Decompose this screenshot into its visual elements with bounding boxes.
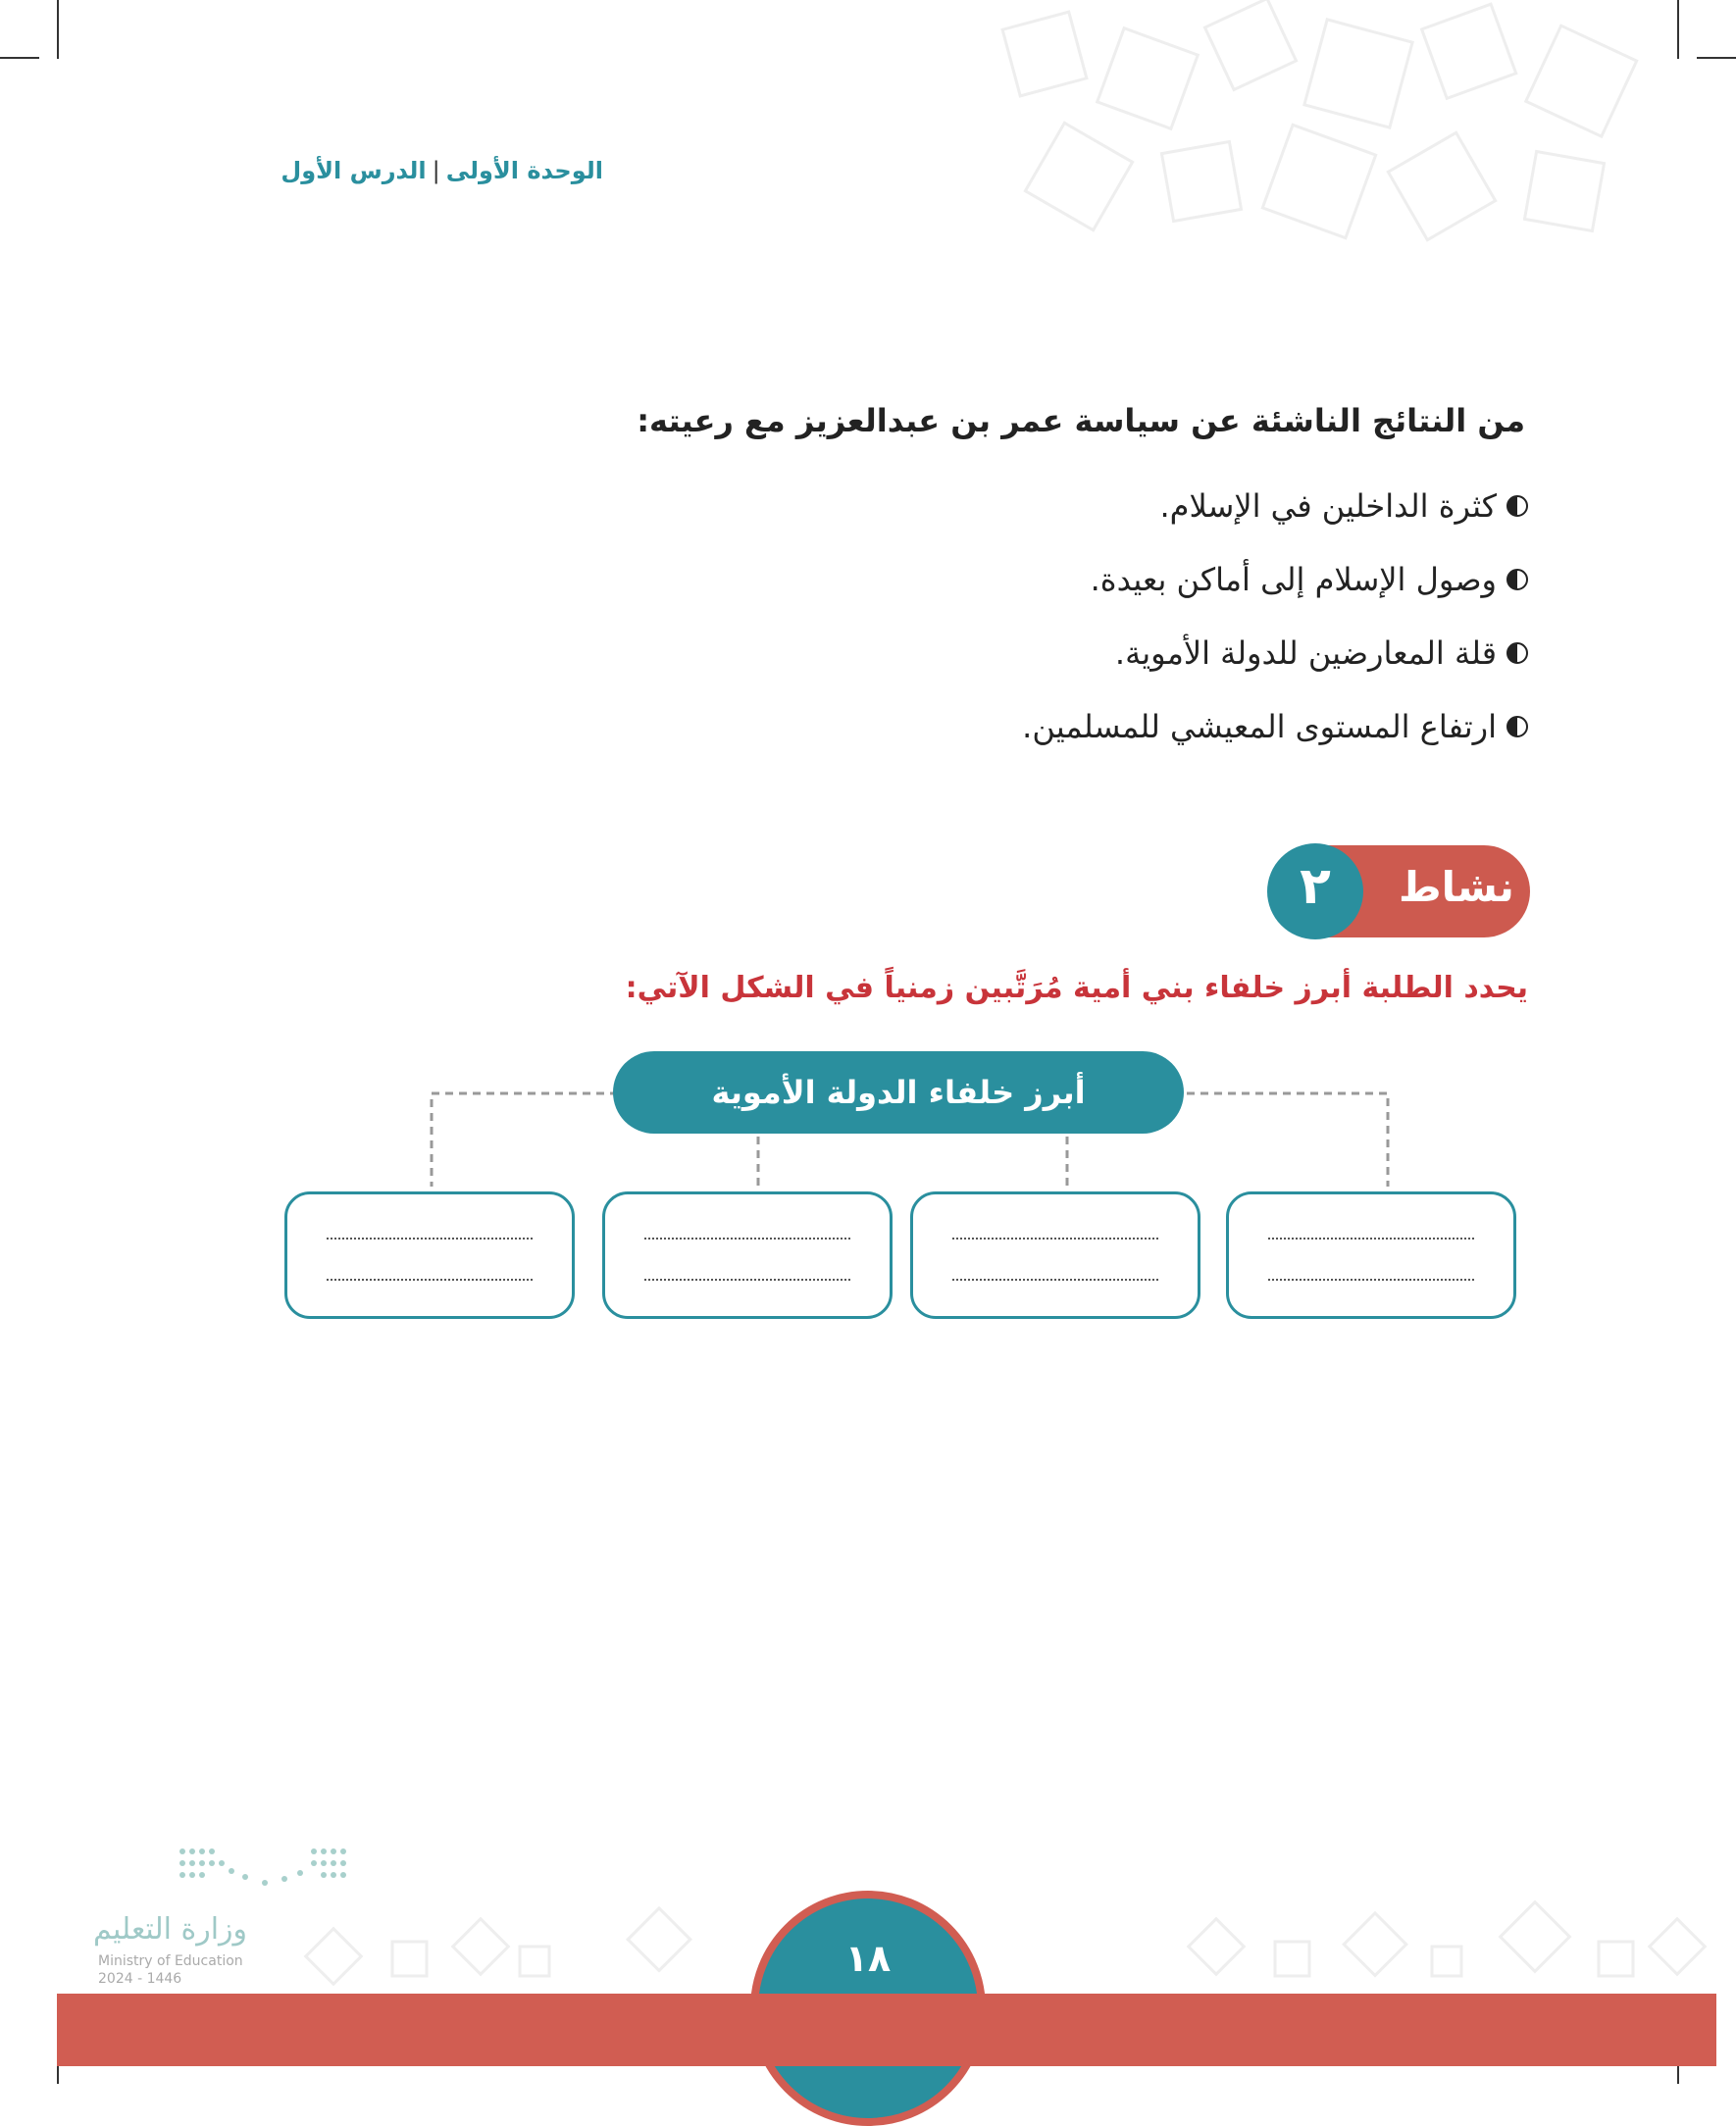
answer-box[interactable] — [602, 1191, 893, 1319]
ministry-logo-icon — [177, 1844, 353, 1893]
bullet-icon — [1506, 495, 1528, 517]
answer-line[interactable] — [1268, 1238, 1474, 1240]
activity-number: ٢ — [1300, 857, 1331, 916]
list-item — [1022, 616, 1528, 689]
page-header — [280, 157, 603, 184]
header-separator: | — [432, 157, 440, 184]
list-item — [1022, 469, 1528, 542]
answer-box[interactable] — [910, 1191, 1200, 1319]
answer-line[interactable] — [644, 1279, 850, 1281]
list-item-text: ارتفاع المستوى المعيشي للمسلمين. — [1022, 707, 1497, 745]
bullet-icon — [1506, 716, 1528, 737]
page-number: ١٨ — [844, 1937, 892, 1980]
diagram-title: أبرز خلفاء الدولة الأموية — [613, 1051, 1184, 1134]
bullet-icon — [1506, 569, 1528, 590]
list-item-text: قلة المعارضين للدولة الأموية. — [1114, 633, 1497, 672]
footer-pattern — [294, 1868, 1726, 1996]
list-item — [1022, 542, 1528, 616]
answer-box[interactable] — [1226, 1191, 1516, 1319]
crop-mark — [0, 57, 39, 59]
answer-line[interactable] — [952, 1279, 1158, 1281]
lesson-title: الدرس الأول — [281, 157, 427, 184]
answer-line[interactable] — [952, 1238, 1158, 1240]
footer-band — [57, 1994, 1716, 2066]
activity-label: نشاط — [1399, 863, 1514, 911]
unit-title: الوحدة الأولى — [445, 157, 603, 184]
edition-year: 2024 - 1446 — [98, 1971, 182, 1987]
answer-line[interactable] — [644, 1238, 850, 1240]
answer-box[interactable] — [284, 1191, 575, 1319]
answer-line[interactable] — [327, 1279, 533, 1281]
answer-line[interactable] — [1268, 1279, 1474, 1281]
ministry-name-arabic: وزارة التعليم — [93, 1912, 248, 1947]
crop-mark — [57, 0, 59, 59]
intro-text: من النتائج الناشئة عن سياسة عمر بن عبدالعزيز مع رعيته: — [637, 402, 1525, 439]
list-item-text: وصول الإسلام إلى أماكن بعيدة. — [1090, 560, 1497, 598]
results-list — [1022, 469, 1528, 763]
activity-instruction: يحدد الطلبة أبرز خلفاء بني أمية مُرَتَّبين زمنياً في الشكل الآتي: — [625, 971, 1528, 1005]
bullet-icon — [1506, 642, 1528, 664]
list-item — [1022, 689, 1528, 763]
background-pattern — [981, 0, 1736, 275]
ministry-name-english: Ministry of Education — [98, 1953, 243, 1969]
list-item-text: كثرة الداخلين في الإسلام. — [1159, 486, 1497, 525]
answer-line[interactable] — [327, 1238, 533, 1240]
